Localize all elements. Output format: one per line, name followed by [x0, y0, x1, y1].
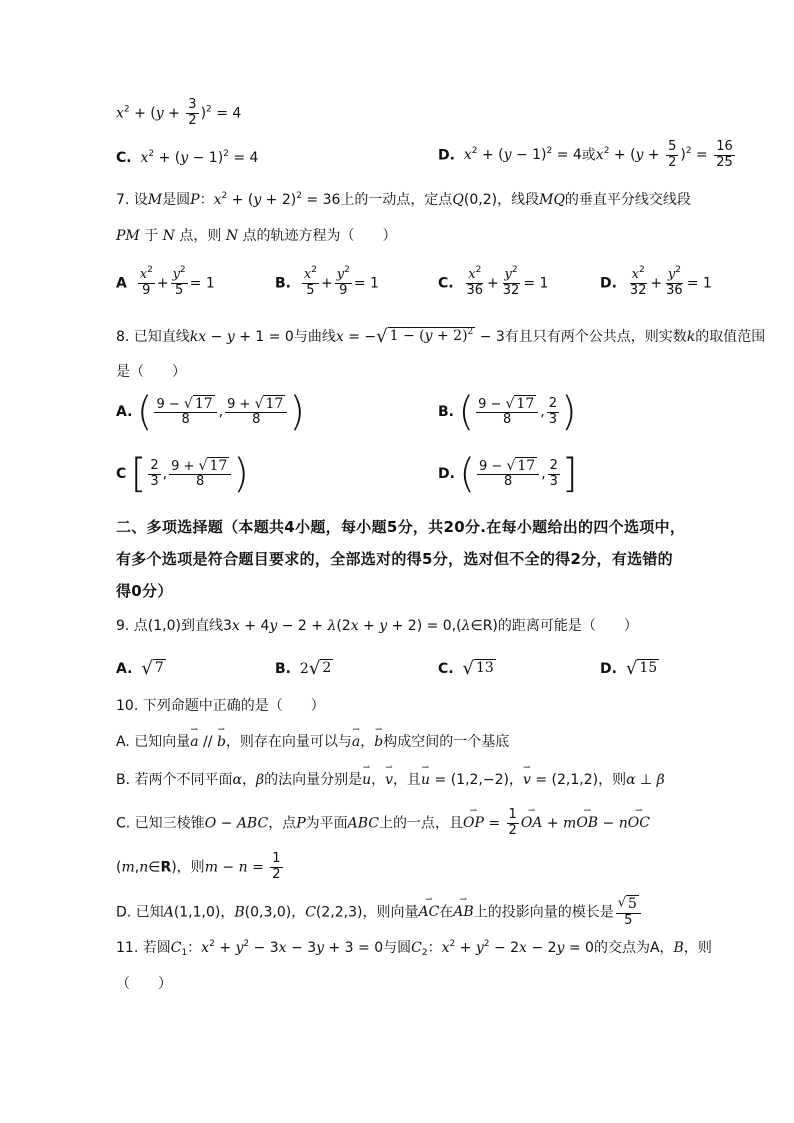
q11-stem-line-2: （ ） — [116, 976, 172, 992]
q8-option-c[interactable]: C [ $\frac{2}{3}$ , $\frac{9 + √ 17}{8}$ ) — [116, 451, 249, 497]
q8-option-a[interactable]: A. ( $\frac{9 - √ 17}{8}$ , $\frac{9 + √ 17}{8}$ ) — [116, 389, 305, 435]
q9-option-d-label: D. — [600, 660, 617, 677]
q9-number: 9. — [116, 618, 130, 634]
section-2-header-line-1: 二、多项选择题（本题共4小题，每小题5分，共20分.在每小题给出的四个选项中， — [116, 518, 686, 536]
section-2-header-line-2: 有多个选项是符合题目要求的，全部选对的得5分，选对但不全的得2分，有选错的 — [116, 550, 673, 568]
q10-option-c-line-1[interactable]: C. 已知三棱锥O − ABC，点P为平面ABC上的一点，且⇀ OP = $\frac{1}{2}$ ⇀ OA + m⇀ OB − n⇀ OC — [116, 808, 650, 839]
q8-number: 8. — [116, 328, 130, 345]
q9-option-b[interactable]: B. 2√ 2 — [275, 658, 332, 679]
q11-number: 11. — [116, 940, 139, 956]
q6-option-c[interactable] — [116, 150, 258, 167]
q7-option-c-label: C. — [438, 275, 454, 292]
q8-option-c-label: C — [116, 466, 127, 482]
q6-option-a-equation: $x^2 + (y$ + $\frac{3}{2}$ )$^2$ = 4 — [116, 97, 242, 128]
q6-option-d-equation: $x^2 + (y - 1)^2 = 4$ — [463, 146, 582, 164]
q6-option-d-or: 或 — [581, 147, 596, 164]
q8-option-d-label: D. — [438, 466, 455, 482]
q9-option-d[interactable]: D. √ 15 — [600, 658, 658, 679]
q7-option-b-label: B. — [275, 275, 291, 292]
q10-stem: 10. 下列命题中正确的是（ ） — [116, 698, 325, 714]
q9-option-c-label: C. — [438, 660, 454, 677]
q11-stem-line-1: 11. 若圆$C_1$：$x^2 + y^2 - 3x - 3y + 3 = 0$与圆$C_2$：$x^2 + y^2 - 2x - 2y = 0$的交点为A，B，则 — [116, 939, 712, 958]
q7-option-d-label: D. — [600, 275, 617, 292]
q8-option-b[interactable]: B. ( $\frac{9 - √ 17}{8}$ , $\frac{2}{3}$ ) — [438, 389, 577, 435]
q8-option-a-label: A. — [116, 404, 133, 420]
q7-option-c[interactable]: C. $\frac{x^2}{36}$ + $\frac{y^2}{32}$ = 1 — [438, 265, 549, 298]
q8-option-b-label: B. — [438, 404, 454, 420]
section-2-header-line-3: 得0分） — [116, 582, 173, 600]
q10-option-d[interactable]: D. 已知A(1,1,0)，B(0,3,0)，C(2,2,3)，则向量⇀ AC在⇀ AB上的投影向量的模长是 $\frac{√ 5}{5}$ — [116, 896, 643, 929]
q7-number: 7. — [116, 192, 130, 208]
q10-number: 10. — [116, 698, 139, 714]
q6-option-d-label: D. — [438, 147, 455, 164]
q10-option-c-line-2: (m,n∈R)，则m − n = $\frac{1}{2}$ — [116, 851, 281, 882]
q6-option-c-equation: $x^2 + (y - 1)^2 = 4$ — [140, 149, 259, 166]
q6-option-c-label: C. — [116, 150, 132, 166]
q10-option-b[interactable]: B. 若两个不同平面α，β的法向量分别是⇀ u，⇀ v，且⇀ u = (1,2,−2)，⇀ v = (2,1,2)，则α ⊥ β — [116, 772, 665, 789]
q7-option-a[interactable]: A $\frac{x^2}{9}$ + $\frac{y^2}{5}$ = 1 — [116, 265, 215, 298]
q10-option-a[interactable]: A. 已知向量⇀ a // ⇀ b，则存在向量可以与⇀ a，⇀ b构成空间的一个基底 — [116, 734, 509, 751]
q7-option-b[interactable]: B. $\frac{x^2}{5}$ + $\frac{y^2}{9}$ = 1 — [275, 265, 379, 298]
q7-stem-line-2: PM 于 N 点，则 N 点的轨迹方程为（ ） — [116, 228, 397, 244]
q9-stem: 9. 点(1,0)到直线3x + 4y − 2 + λ(2x + y + 2) = 0,(λ∈R)的距离可能是（ ） — [116, 618, 638, 634]
q9-option-a-label: A. — [116, 660, 133, 677]
q8-stem-line-2: 是（ ） — [116, 364, 186, 380]
q9-option-b-label: B. — [275, 660, 291, 677]
q8-stem-line-1: 8. 已知直线kx − y + 1 = 0与曲线x = −√ $1 - (y + 2)^2 - 3$有且只有两个公共点，则实数k的取值范围 — [116, 326, 766, 347]
q9-option-c[interactable]: C. √ 13 — [438, 658, 494, 679]
q7-option-d[interactable]: D. $\frac{x^2}{32}$ + $\frac{y^2}{36}$ = 1 — [600, 265, 712, 298]
q8-option-d[interactable]: D. ( $\frac{9 - √ 17}{8}$ , $\frac{2}{3}$ ] — [438, 451, 578, 497]
q9-option-a[interactable]: A. √ 7 — [116, 658, 164, 679]
q6-option-d[interactable]: D. $x^2 + (y - 1)^2 = 4$或$x^2 + (y$ + $\frac{5}{2}$ )$^2$ = $\frac{16}{25}$ — [438, 139, 733, 170]
q7-option-a-label: A — [116, 275, 127, 292]
q7-stem-line-1: 7. 设M是圆P：$x^2 + (y + 2)^2 = 36$上的一动点，定点Q(0,2)，线段MQ的垂直平分线交线段 — [116, 191, 691, 208]
